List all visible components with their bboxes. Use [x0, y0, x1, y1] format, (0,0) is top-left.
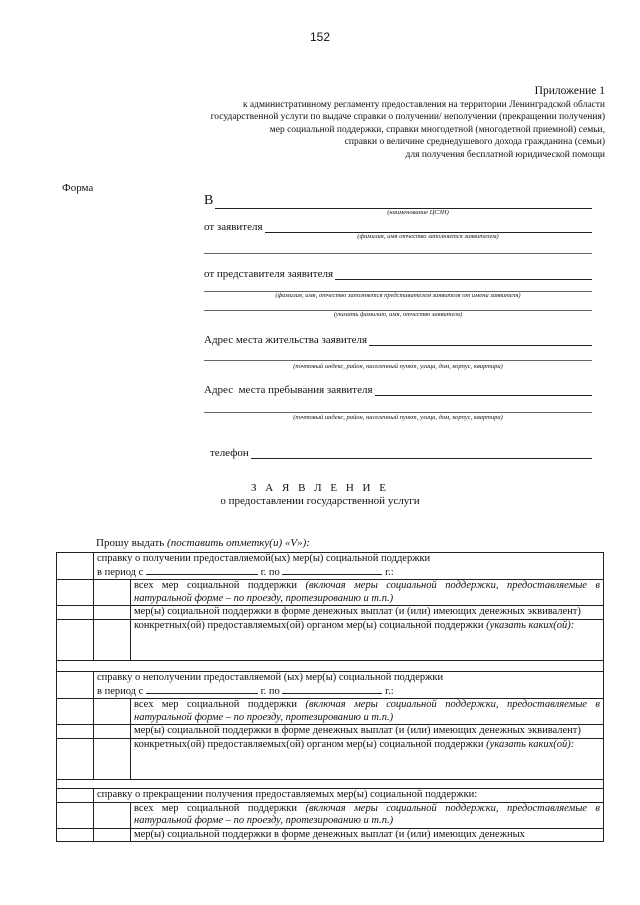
group-heading-row [57, 789, 603, 803]
recipient-field [204, 193, 592, 217]
checkbox-option[interactable] [93, 580, 131, 605]
group-heading-row [57, 672, 603, 699]
period-from-field[interactable] [146, 566, 258, 575]
representative-label: от представителя заявителя [204, 268, 334, 280]
declaration-title: З А Я В Л Е Н И Е [251, 482, 389, 494]
checkbox-option[interactable] [93, 606, 131, 619]
checkbox-termination[interactable] [57, 789, 94, 802]
checkbox-option[interactable] [93, 739, 131, 779]
checkbox-option[interactable] [93, 829, 131, 841]
appendix-line: мер социальной поддержки, справки многодетной (многодетной приемной) семьи, [269, 124, 605, 135]
group-receipt [56, 552, 604, 660]
representative-input-line[interactable] [335, 267, 592, 280]
applicant-label: от заявителя [204, 221, 263, 233]
group-heading: справку о получении предоставляемой(ых) мер(ы) социальной поддержки в период с г. по г.: [94, 553, 603, 579]
appendix-line: для получения бесплатной юридической помощи [405, 149, 605, 160]
appendix-header [185, 84, 605, 161]
recipient-input-line[interactable] [215, 196, 592, 209]
stay-field [204, 383, 592, 422]
applicant-hint: (фамилия, имя отчество заполняется заявителем) [357, 233, 499, 240]
applicant-input-line[interactable] [265, 220, 592, 233]
group-heading: справку о прекращении получения предоставляемых мер(ы) социальной поддержки: [97, 788, 478, 800]
group-spacer [56, 660, 604, 671]
option-row: конкретных(ой) предоставляемых(ой) органом мер(ы) социальной поддержки (указать каких(ой): [57, 739, 603, 779]
option-row: всех мер социальной поддержки (включая меры социальной поддержки, предоставляемые в натуральной форме – по проезду, протезированию и т.п.) [57, 803, 603, 829]
residence-label: Адрес места жительства заявителя [204, 334, 368, 346]
residence-input-line[interactable] [369, 333, 592, 346]
page-number: 152 [309, 30, 331, 44]
checkbox-non-receipt[interactable] [57, 672, 94, 698]
checkbox-receipt[interactable] [57, 553, 94, 579]
representative-hint: (фамилия, имя, отчество заполняется представителем заявителя от имени заявителя) [275, 292, 521, 299]
option-row: всех мер социальной поддержки (включая меры социальной поддержки, предоставляемые в натуральной форме – по проезду, протезированию и т.п.) [57, 699, 603, 725]
applicant-extra-line[interactable] [204, 253, 592, 254]
option-row: всех мер социальной поддержки (включая меры социальной поддержки, предоставляемые в натуральной форме – по проезду, протезированию и т.п.) [57, 580, 603, 606]
checkbox-option[interactable] [93, 725, 131, 738]
request-hint: (поставить отметку(и) «V»): [167, 537, 310, 549]
checkbox-option[interactable] [93, 699, 131, 724]
period-line: в период с г. по г.: [97, 685, 394, 697]
declaration-subtitle: о предоставлении государственной услуги [220, 495, 420, 507]
period-from-field[interactable] [146, 685, 258, 694]
appendix-line: к административному регламенту предоставления на территории Ленинградской области [242, 100, 605, 110]
residence-extra-line[interactable] [204, 360, 592, 361]
stay-extra-line[interactable] [204, 412, 592, 413]
option-row: мер(ы) социальной поддержки в форме денежных выплат (и (или) имеющих денежных эквивалент) [57, 725, 603, 739]
request-prefix: Прошу выдать [96, 537, 168, 549]
period-to-field[interactable] [282, 566, 382, 575]
options-table [56, 552, 604, 842]
checkbox-option[interactable] [93, 620, 131, 660]
appendix-title: Приложение 1 [534, 85, 605, 97]
group-heading: справку о неполучении предоставляемой (ых) мер(ы) социальной поддержки в период с г. по г.: [94, 672, 603, 698]
representative-name-hint: (указать фамилию, имя, отчество заявителя) [333, 311, 463, 318]
residence-hint: (почтовый индекс, район, населенный пункт, улица, дом, корпус, квартира) [293, 363, 503, 370]
phone-field [210, 446, 592, 459]
applicant-field [204, 220, 592, 254]
stay-hint: (почтовый индекс, район, населенный пункт, улица, дом, корпус, квартира) [293, 414, 503, 421]
group-non-receipt [56, 671, 604, 779]
request-line [96, 537, 310, 549]
group-spacer [56, 779, 604, 788]
option-row: конкретных(ой) предоставляемых(ой) органом мер(ы) социальной поддержки (указать каких(ой): [57, 620, 603, 660]
phone-label: телефон [210, 447, 249, 459]
stay-label: Адрес места пребывания заявителя [204, 384, 373, 396]
stay-input-line[interactable] [375, 383, 592, 396]
option-row: мер(ы) социальной поддержки в форме денежных выплат (и (или) имеющих денежных [57, 829, 603, 841]
appendix-line: справки о величине среднедушевого дохода гражданина (семьи) [344, 137, 605, 148]
appendix-line: государственной услуги по выдаче справки о получении/ неполучении (прекращении получения) [210, 112, 605, 123]
group-heading-row [57, 553, 603, 580]
recipient-hint: (наименование ЦСЗН) [387, 209, 449, 216]
residence-field [204, 333, 592, 371]
checkbox-option[interactable] [93, 803, 131, 828]
representative-field [204, 267, 592, 319]
group-termination [56, 788, 604, 842]
period-line: в период с г. по г.: [97, 566, 394, 578]
recipient-label: В [204, 193, 214, 208]
period-to-field[interactable] [282, 685, 382, 694]
option-row: мер(ы) социальной поддержки в форме денежных выплат (и (или) имеющих денежных эквивалент) [57, 606, 603, 620]
phone-input-line[interactable] [251, 446, 592, 459]
form-label: Форма [62, 182, 94, 194]
